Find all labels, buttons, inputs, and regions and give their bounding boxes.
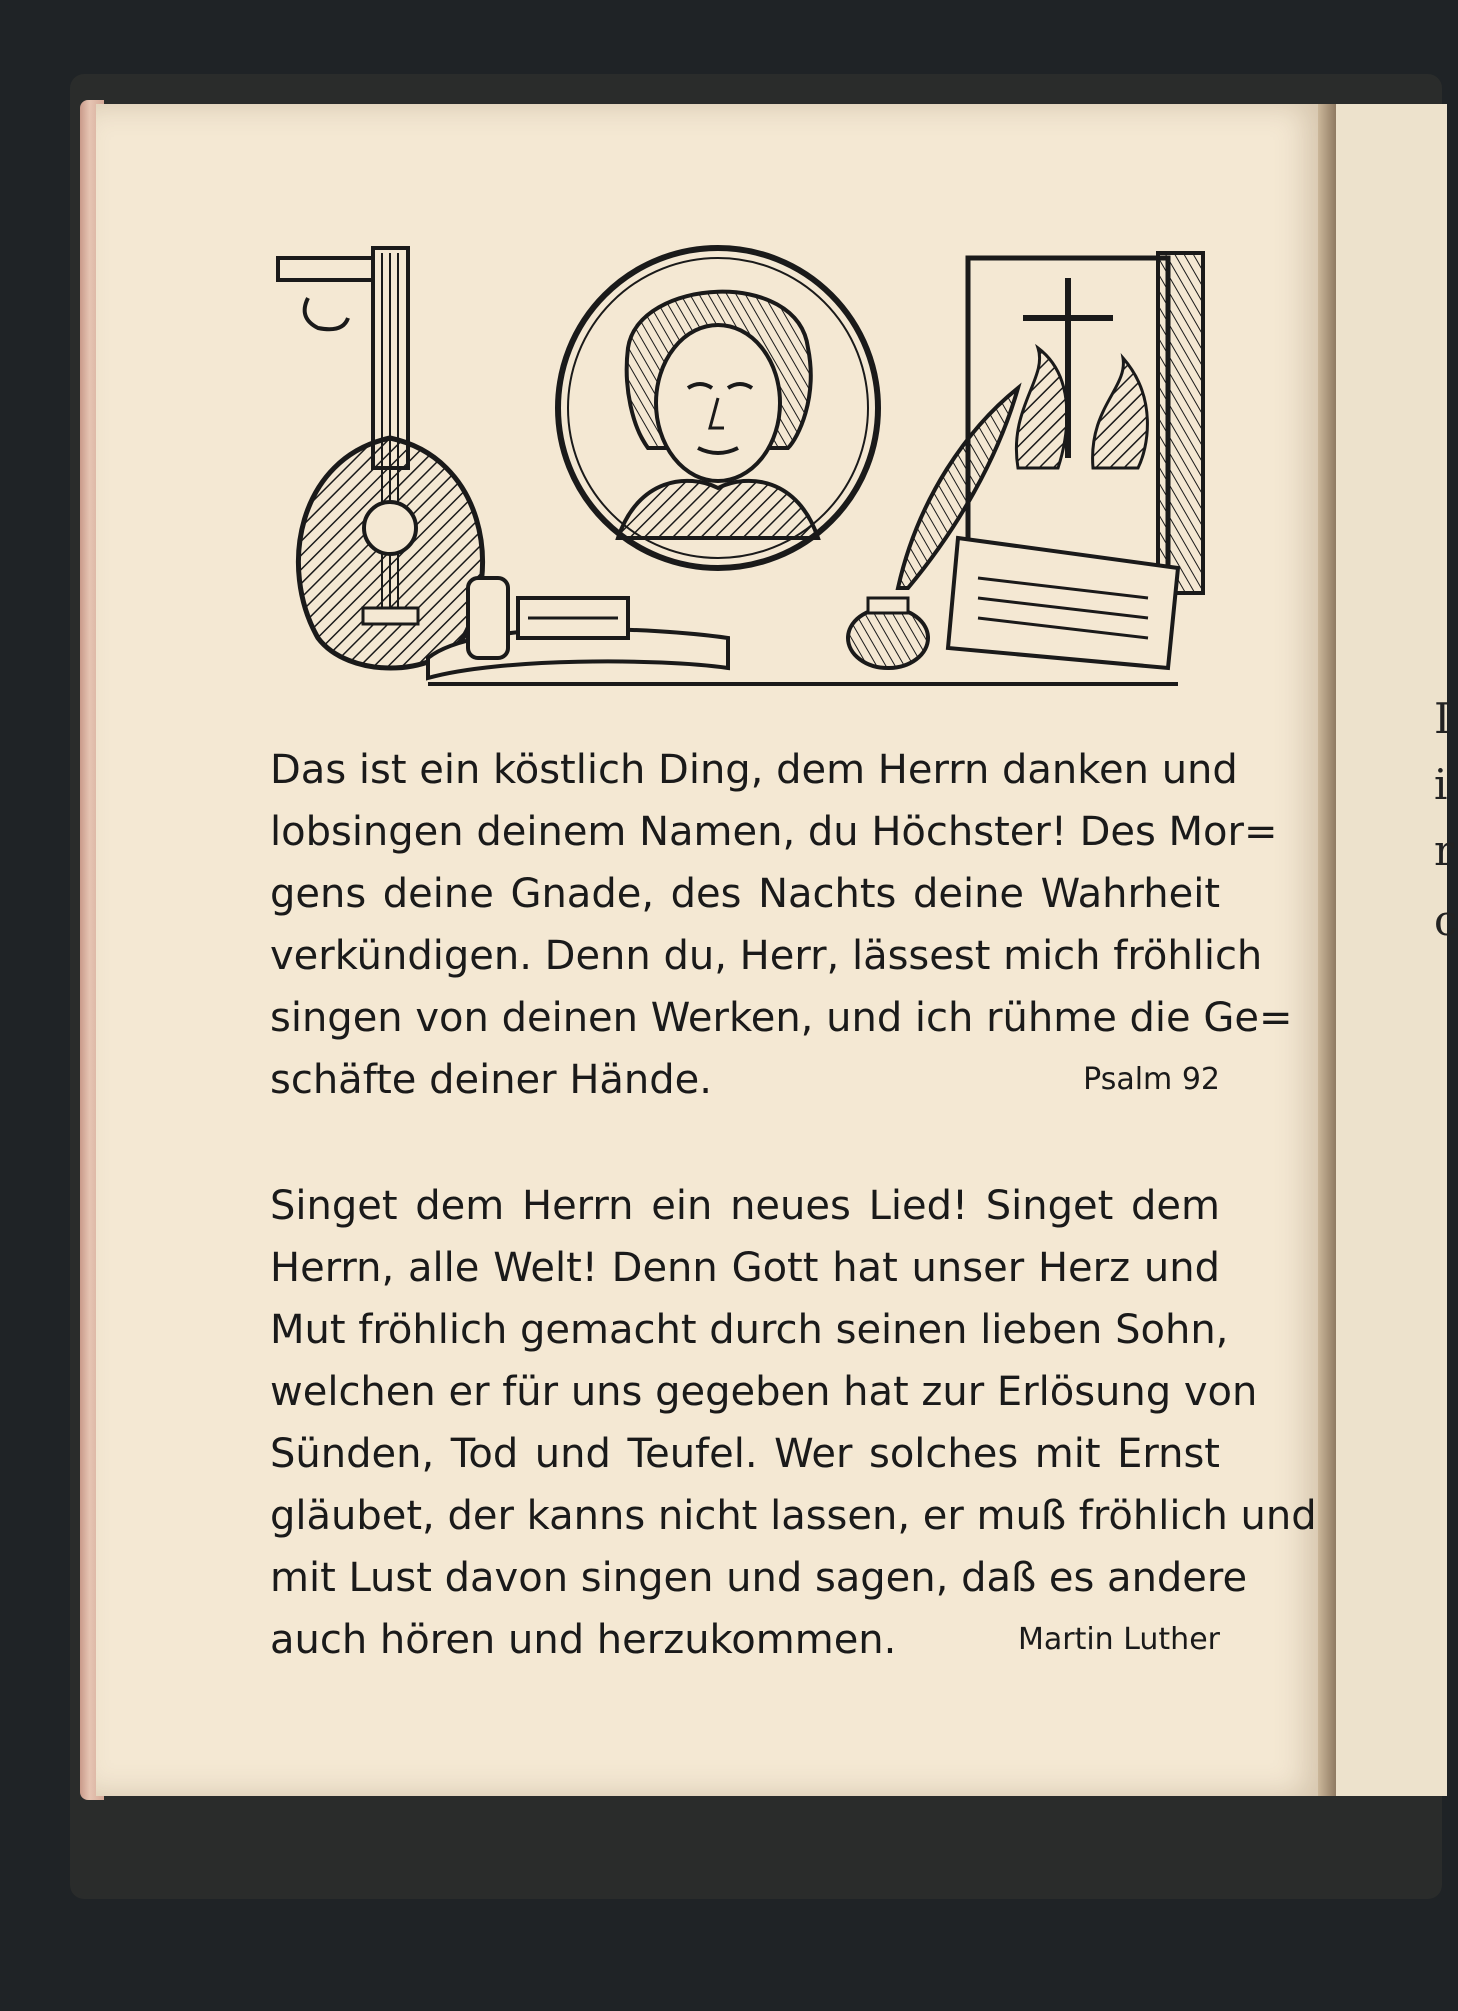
luther-attribution: Martin Luther — [1017, 1622, 1220, 1657]
psalm-attribution: Psalm 92 — [1083, 1062, 1220, 1097]
text-line: Singet dem Herrn ein neues Lied! Singet dem — [270, 1183, 1220, 1229]
text-line: welchen er für uns gegeben hat zur Erlösung von — [270, 1369, 1258, 1415]
text-line: singen von deinen Werken, und ich rühme die Ge= — [270, 995, 1293, 1041]
text-line: Mut fröhlich gemacht durch seinen lieben Sohn, — [270, 1307, 1229, 1353]
next-page-fragment: I — [1434, 694, 1451, 743]
next-page-fragment: i — [1434, 760, 1448, 809]
text-line: schäfte deiner Hände. — [270, 1057, 712, 1103]
book-gutter — [1318, 104, 1336, 1796]
text-line-last — [270, 1609, 1220, 1671]
text-line: lobsingen deinem Namen, du Höchster! Des Mor= — [270, 809, 1278, 855]
text-line: mit Lust davon singen und sagen, daß es andere — [270, 1555, 1248, 1601]
text-line: gläubet, der kanns nicht lassen, er muß fröhlich und — [270, 1493, 1317, 1539]
text-line: verkündigen. Denn du, Herr, lässest mich fröhlich — [270, 933, 1263, 979]
portrait-medallion-icon — [558, 248, 878, 568]
text-line: Sünden, Tod und Teufel. Wer solches mit Ernst — [270, 1431, 1220, 1477]
text-line: auch hören und herzukommen. — [270, 1617, 897, 1663]
lute-icon — [278, 248, 483, 668]
woodcut-illustration — [278, 238, 1208, 688]
text-line: gens deine Gnade, des Nachts deine Wahrheit — [270, 871, 1220, 917]
next-page — [1336, 104, 1458, 1796]
text-line: Herrn, alle Welt! Denn Gott hat unser Herz und — [270, 1245, 1220, 1291]
text-line-last — [270, 1049, 1220, 1111]
next-page-fragment: c — [1434, 896, 1458, 945]
next-page-fragment: r — [1434, 826, 1455, 875]
luther-text — [270, 1175, 1317, 1671]
book-icon — [518, 598, 628, 638]
psalm-text — [270, 739, 1293, 1111]
text-line: Das ist ein köstlich Ding, dem Herrn danken und — [270, 747, 1238, 793]
